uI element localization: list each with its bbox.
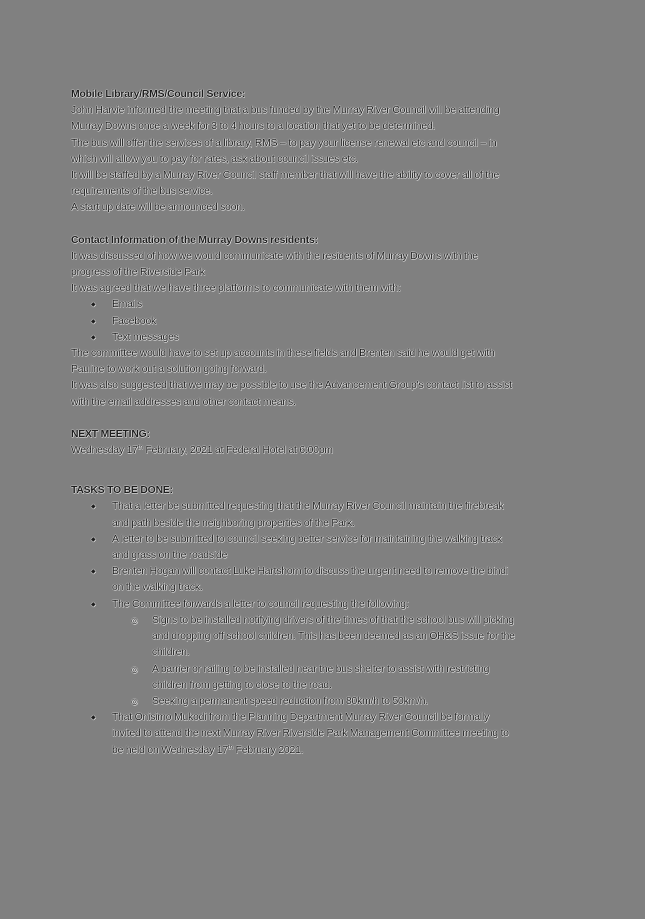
meeting-details: February, 2021 at Federal Hotel at 6:00pm	[142, 445, 333, 457]
task-line: ◎ Seeking a permanent speed reduction from 80km/h to 50km/h.	[152, 695, 429, 707]
paragraph-line: John Harvie informed the meeting that a bus funded by the Murray River Council will be attending	[71, 105, 500, 117]
paragraph-line: progress of the Riverside Park	[71, 267, 205, 279]
task-item	[71, 564, 576, 596]
task-line: ◆ That a letter be submitted requesting that the Murray River Council maintain the firebreak	[112, 501, 504, 513]
task-item	[71, 532, 576, 564]
section-next-meeting	[71, 427, 576, 459]
task-list	[71, 499, 576, 612]
section-heading: TASKS TO BE DONE:	[71, 485, 173, 497]
spacer	[71, 411, 576, 427]
list-item: ◆ Emails	[71, 297, 576, 313]
list-item: ◆ Text messages	[71, 330, 576, 346]
task-line: children.	[152, 647, 190, 659]
task-line: ◆ The Committee forwards a letter to council requesting the following:	[112, 598, 409, 610]
task-line: ◎ A barrier or railing to be installed near the bus shelter to assist with restricting	[152, 663, 490, 675]
document-page	[71, 87, 576, 759]
task-item	[71, 499, 576, 531]
task-line: and dropping off school children. This has been deemed as an OH&S issue for the	[152, 631, 515, 643]
section-tasks	[71, 483, 576, 758]
paragraph-line: Pauline to work out a solution going forward.	[71, 364, 267, 376]
task-item	[71, 597, 576, 613]
paragraph-line: A start up date will be announced soon.	[71, 202, 245, 214]
task-line: on the walking track.	[112, 582, 203, 594]
paragraph-line: with the email addresses and other contact means.	[71, 396, 296, 408]
paragraph-line: It will be staffed by a Murray River Council staff member that will have the ability to cover all of the	[71, 170, 500, 182]
paragraph-line: It was discussed of how we would communicate with the residents of Murray Downs with the	[71, 250, 478, 262]
ordinal-suffix: th	[227, 743, 233, 751]
task-sublist	[71, 613, 576, 710]
task-line: and grass on the roadside	[112, 550, 228, 562]
task-line-text: February 2021.	[232, 744, 304, 756]
task-line: children from getting to close to the road.	[152, 679, 332, 691]
paragraph-line: It was also suggested that we may be possible to use the Advancement Group's contact list to assist	[71, 380, 512, 392]
section-heading: Contact Information of the Murray Downs residents:	[71, 234, 318, 246]
task-list-continued	[71, 710, 576, 759]
ordinal-suffix: th	[137, 444, 143, 452]
paragraph-line: Murray Downs once a week for 3 to 4 hours to a location that yet to be determined.	[71, 121, 436, 133]
task-line: invited to attend the next Murray River Riverside Park Management Committee meeting to	[112, 728, 509, 740]
task-subitem	[71, 613, 576, 662]
task-line-text: be held on Wednesday 17	[112, 744, 228, 756]
spacer	[71, 459, 576, 483]
section-heading: Mobile Library/RMS/Council Service:	[71, 89, 246, 100]
task-line: and path beside the neighboring properties of the Park.	[112, 517, 355, 529]
paragraph-line: The committee would have to set up accounts in these fields and Brenten said he would get with	[71, 348, 495, 360]
meeting-day: Wednesday 17	[71, 445, 138, 457]
task-line: ◆ That Onisimo Mukodi from the Planning Department Murray River Council be formally	[112, 712, 490, 724]
platform-list	[71, 297, 576, 346]
task-line: ◆ Brenten Hogan will contact Luke Hartshorn to discuss the urgent need to remove the bindi	[112, 566, 508, 578]
task-line: ◎ Signs to be installed notifying drivers of the times of that the school bus will picking	[152, 614, 514, 626]
paragraph-line: requirements of the bus service.	[71, 186, 213, 198]
task-subitem	[71, 694, 576, 710]
section-contact-information	[71, 233, 576, 411]
task-line: ◆ A letter to be submitted to council seeking better service for maintaining the walking track	[112, 533, 502, 545]
paragraph-line: which will allow you to pay for rates, ask about council issues etc.	[71, 153, 358, 165]
task-subitem	[71, 662, 576, 694]
next-meeting-date	[71, 443, 576, 459]
list-item: ◆ Facebook	[71, 314, 576, 330]
task-item	[71, 710, 576, 759]
task-line	[112, 743, 576, 759]
paragraph-line: It was agreed that we have three platforms to communicate with them with:	[71, 283, 401, 295]
paragraph-line: The bus will offer the services of a library, RMS – to pay your license renewal etc and council – in	[71, 137, 497, 149]
section-mobile-library	[71, 87, 576, 217]
spacer	[71, 217, 576, 233]
section-heading: NEXT MEETING:	[71, 428, 150, 440]
